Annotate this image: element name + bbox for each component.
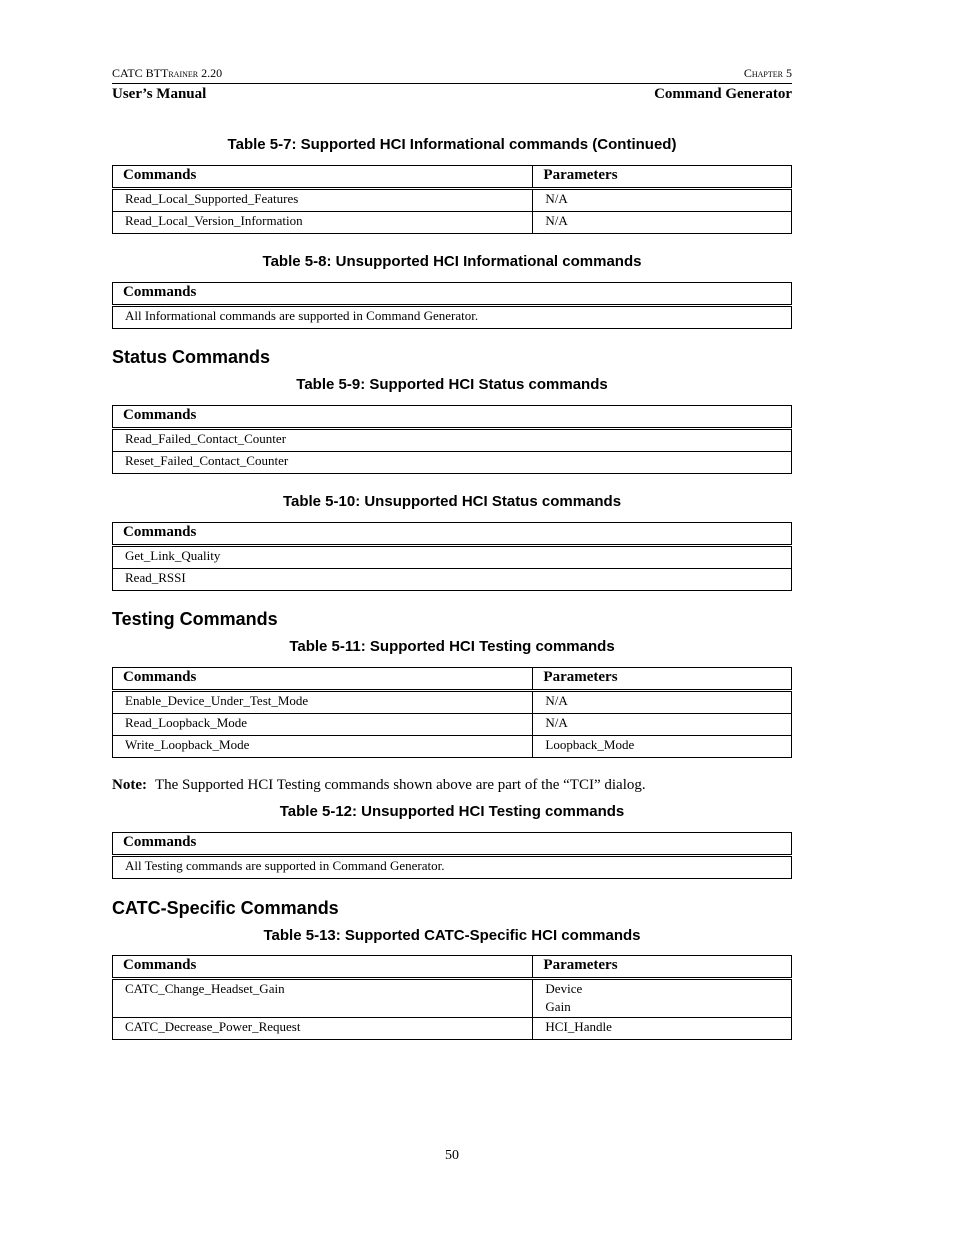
table-cell: CATC_Decrease_Power_Request	[113, 1018, 533, 1040]
table-row	[113, 546, 792, 569]
table-row	[113, 306, 792, 329]
table-row	[113, 714, 792, 736]
table-header-row	[113, 833, 792, 856]
table-row	[113, 736, 792, 758]
column-header: Parameters	[533, 166, 792, 189]
table-header-row	[113, 283, 792, 306]
table-5-13	[112, 955, 792, 1040]
page-number: 50	[445, 1148, 459, 1163]
table-cell: Enable_Device_Under_Test_Mode	[113, 691, 533, 714]
table-row	[113, 856, 792, 879]
table-cell: All Testing commands are supported in Command Generator.	[113, 856, 792, 879]
table-row	[113, 452, 792, 474]
column-header: Parameters	[533, 668, 792, 691]
table-5-11	[112, 667, 792, 758]
table-cell: All Informational commands are supported in Command Generator.	[113, 306, 792, 329]
table-row	[113, 189, 792, 212]
section-heading: Status Commands	[112, 347, 271, 367]
table-row	[113, 212, 792, 234]
column-header: Commands	[113, 283, 792, 306]
section-heading: Testing Commands	[112, 609, 278, 629]
table-caption: Table 5-12: Unsupported HCI Testing commands	[279, 803, 625, 820]
column-header: Commands	[113, 956, 533, 979]
table-cell: Loopback_Mode	[533, 736, 792, 758]
table-header-row	[113, 406, 792, 429]
table-cell: N/A	[533, 189, 792, 212]
table-5-10	[112, 522, 792, 591]
table-cell	[533, 979, 792, 1018]
chapter-label: Chapter 5	[743, 66, 792, 80]
table-cell: Write_Loopback_Mode	[113, 736, 533, 758]
table-row	[113, 1018, 792, 1040]
table-cell: Reset_Failed_Contact_Counter	[113, 452, 792, 474]
table-caption: Table 5-7: Supported HCI Informational commands (Continued)	[227, 136, 677, 153]
table-cell: Read_Failed_Contact_Counter	[113, 429, 792, 452]
table-cell: CATC_Change_Headset_Gain	[113, 979, 533, 1018]
table-5-9	[112, 405, 792, 474]
column-header: Commands	[113, 668, 533, 691]
manual-title: User’s Manual	[112, 86, 207, 102]
column-header: Parameters	[533, 956, 792, 979]
table-caption: Table 5-9: Supported HCI Status commands	[296, 376, 608, 393]
table-cell: Get_Link_Quality	[113, 546, 792, 569]
table-row	[113, 691, 792, 714]
table-header-row	[113, 166, 792, 189]
column-header: Commands	[113, 166, 533, 189]
parameter-line: Gain	[545, 999, 571, 1014]
column-header: Commands	[113, 523, 792, 546]
header-rule	[112, 83, 792, 84]
table-header-row	[113, 956, 792, 979]
table-cell: Read_Loopback_Mode	[113, 714, 533, 736]
note-label: Note:	[112, 777, 147, 793]
table-header-row	[113, 668, 792, 691]
table-cell: HCI_Handle	[533, 1018, 792, 1040]
running-header-top	[112, 66, 792, 81]
chapter-title: Command Generator	[654, 86, 792, 102]
table-cell: N/A	[533, 212, 792, 234]
table-header-row	[113, 523, 792, 546]
table-caption: Table 5-11: Supported HCI Testing commands	[289, 638, 615, 655]
table-5-7	[112, 165, 792, 234]
section-heading: CATC-Specific Commands	[112, 898, 339, 918]
parameter-line: Device	[545, 981, 583, 996]
running-header-bottom	[112, 86, 792, 103]
column-header: Commands	[113, 406, 792, 429]
table-caption: Table 5-10: Unsupported HCI Status commands	[282, 493, 622, 510]
column-header: Commands	[113, 833, 792, 856]
product-name: CATC BTTrainer 2.20	[112, 66, 223, 80]
table-5-12	[112, 832, 792, 879]
table-cell: Read_RSSI	[113, 569, 792, 591]
table-row	[113, 979, 792, 1018]
table-row	[113, 429, 792, 452]
table-row	[113, 569, 792, 591]
table-cell: Read_Local_Supported_Features	[113, 189, 533, 212]
table-cell: N/A	[533, 691, 792, 714]
table-caption: Table 5-8: Unsupported HCI Informational commands	[262, 253, 642, 270]
table-cell: N/A	[533, 714, 792, 736]
table-caption: Table 5-13: Supported CATC-Specific HCI commands	[263, 927, 641, 944]
note-text: The Supported HCI Testing commands shown above are part of the “TCI” dialog.	[154, 777, 646, 793]
note-paragraph	[112, 777, 792, 794]
table-cell: Read_Local_Version_Information	[113, 212, 533, 234]
table-5-8	[112, 282, 792, 329]
